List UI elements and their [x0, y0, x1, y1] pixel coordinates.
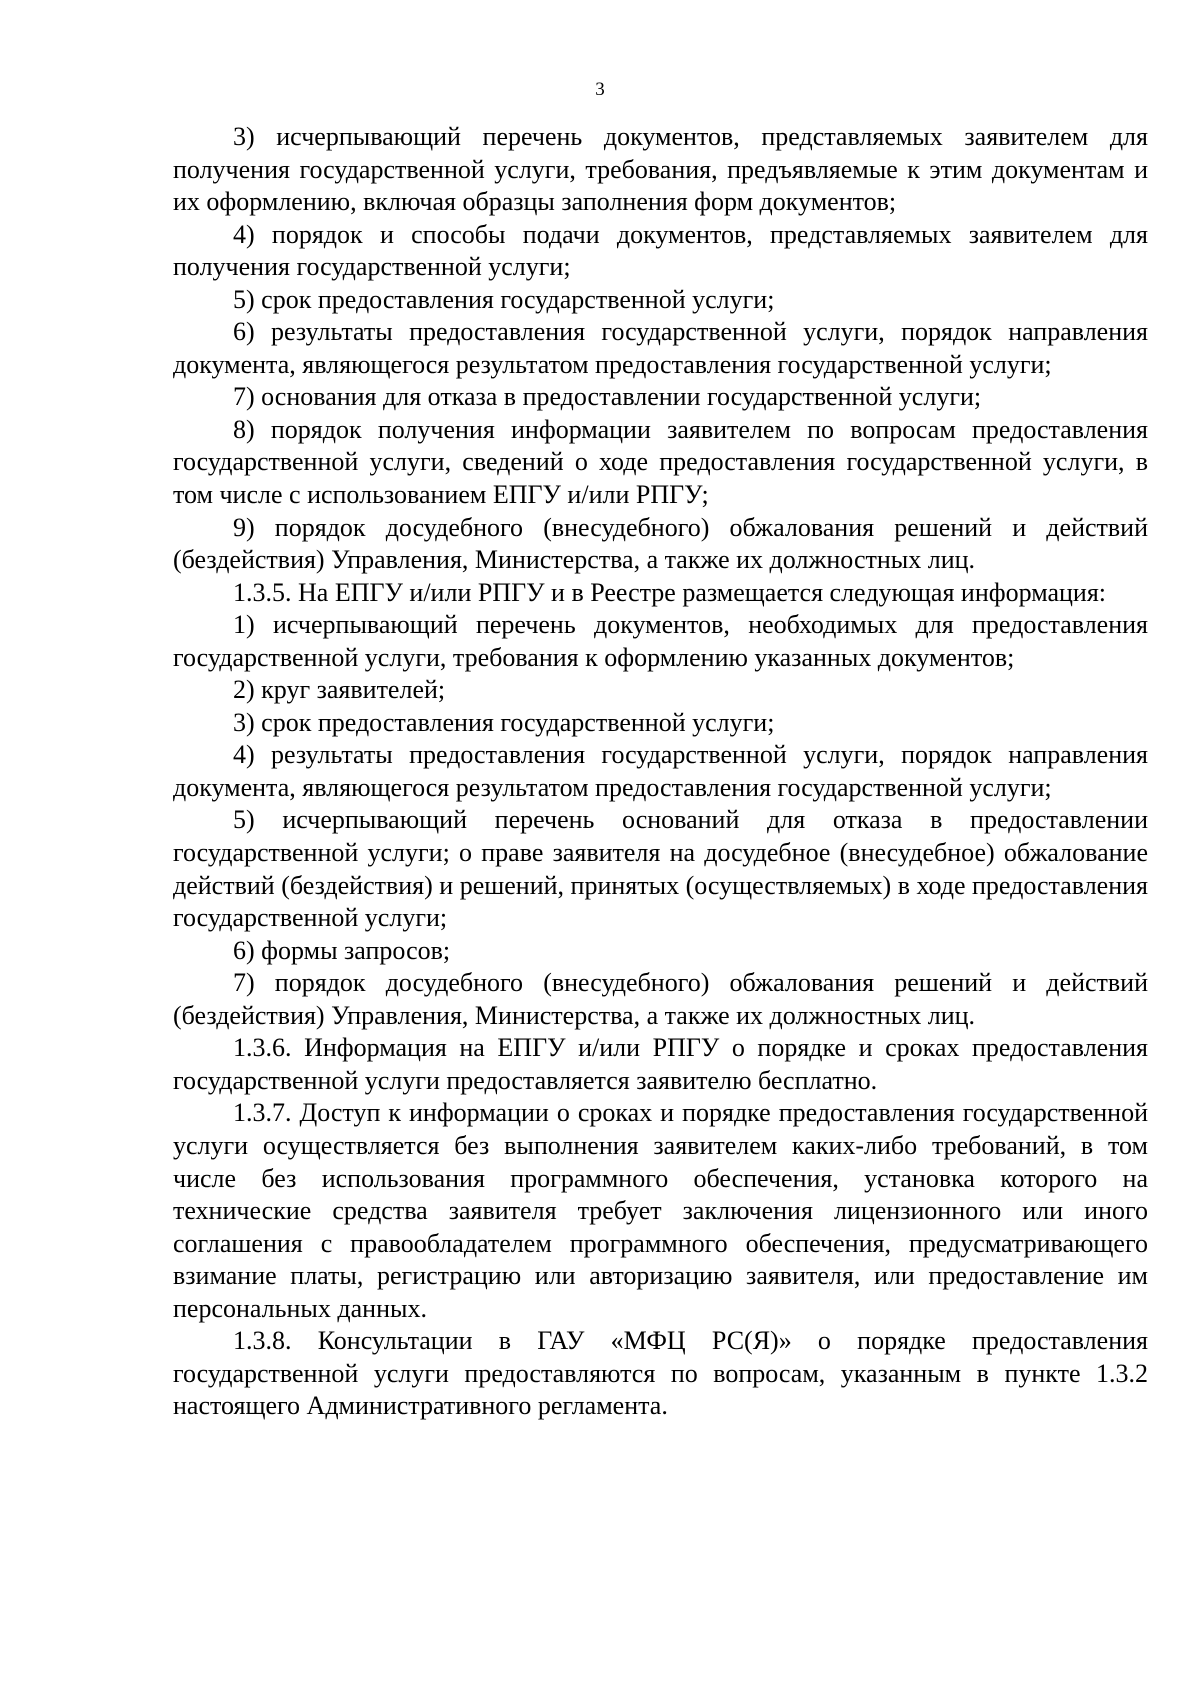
paragraph: 3) срок предоставления государственной услуги;: [233, 707, 775, 737]
paragraph: 3) исчерпывающий перечень документов, представляемых заявителем для получения государственной услуги, требования, предъявляемые к этим документам и их оформлению, включая образцы заполнения форм документов;: [173, 122, 1148, 217]
paragraph: 1) исчерпывающий перечень документов, необходимых для предоставления государственной услуги, требования к оформлению указанных документов;: [173, 610, 1148, 672]
document-body: [173, 121, 1148, 1423]
paragraph: 6) результаты предоставления государственной услуги, порядок направления документа, являющегося результатом предоставления государственной услуги;: [173, 317, 1148, 379]
page-number: 3: [595, 79, 605, 100]
paragraph: 1.3.7. Доступ к информации о сроках и порядке предоставления государственной услуги осуществляется без выполнения заявителем каких-либо требований, в том числе без использования программного обеспечения, установка которого на технические средства заявителя требует заключения лицензионного или иного соглашения с правообладателем программного обеспечения, предусматривающего взимание платы, регистрацию или авторизацию заявителя, или предоставление им персональных данных.: [173, 1098, 1148, 1323]
paragraph: 5) исчерпывающий перечень оснований для отказа в предоставлении государственной услуги; о праве заявителя на досудебное (внесудебное) обжалование действий (бездействия) и решений, принятых (осуществляемых) в ходе предоставления государственной услуги;: [173, 805, 1148, 933]
paragraph: 6) формы запросов;: [233, 935, 451, 965]
paragraph: 7) порядок досудебного (внесудебного) обжалования решений и действий (бездействия) Управления, Министерства, а также их должностных лиц.: [173, 968, 1148, 1030]
paragraph: 2) круг заявителей;: [233, 675, 446, 705]
paragraph: 1.3.5. На ЕПГУ и/или РПГУ и в Реестре размещается следующая информация:: [233, 577, 1107, 607]
paragraph: 4) порядок и способы подачи документов, представляемых заявителем для получения государственной услуги;: [173, 219, 1148, 282]
paragraph: 5) срок предоставления государственной услуги;: [233, 284, 775, 314]
paragraph: 4) результаты предоставления государственной услуги, порядок направления документа, являющегося результатом предоставления государственной услуги;: [173, 740, 1148, 802]
paragraph: 9) порядок досудебного (внесудебного) обжалования решений и действий (бездействия) Управления, Министерства, а также их должностных лиц.: [173, 512, 1148, 575]
paragraph: 1.3.8. Консультации в ГАУ «МФЦ РС(Я)» о порядке предоставления государственной услуги предоставляются по вопросам, указанным в пункте 1.3.2 настоящего Административного регламента.: [173, 1326, 1148, 1421]
paragraph: 1.3.6. Информация на ЕПГУ и/или РПГУ о порядке и сроках предоставления государственной услуги предоставляется заявителю бесплатно.: [173, 1033, 1148, 1095]
paragraph: 7) основания для отказа в предоставлении государственной услуги;: [233, 382, 982, 412]
paragraph: 8) порядок получения информации заявителем по вопросам предоставления государственной услуги, сведений о ходе предоставления государственной услуги, в том числе с использованием ЕПГУ и/или РПГУ;: [173, 414, 1148, 510]
